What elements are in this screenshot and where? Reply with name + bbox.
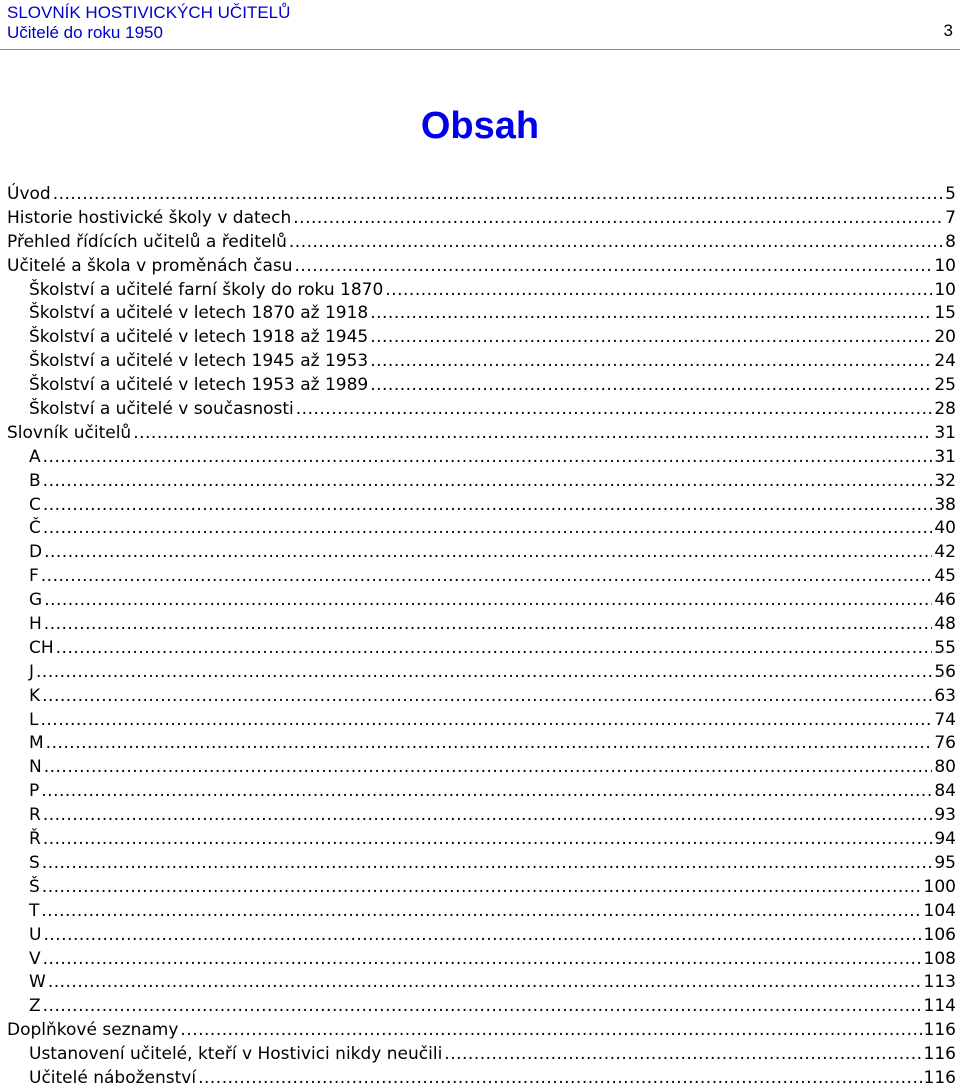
toc-entry-page: 55: [934, 637, 956, 658]
toc-dot-leader: [46, 732, 933, 756]
toc-entry-page: 74: [934, 709, 956, 730]
toc-entry-page: 84: [934, 781, 956, 802]
toc-entry-title: Slovník učitelů: [7, 422, 132, 443]
toc-entry-title: H: [29, 614, 42, 635]
toc-entry-title: Školství a učitelé v letech 1870 až 1918: [29, 303, 369, 324]
toc-entry-page: 106: [923, 924, 956, 945]
toc-dot-leader: [370, 326, 932, 350]
toc-entry[interactable]: [0, 207, 960, 231]
toc-entry-title: CH: [29, 637, 54, 658]
document-title: SLOVNÍK HOSTIVICKÝCH UČITELŮ: [7, 3, 291, 22]
toc-entry[interactable]: [0, 756, 960, 780]
toc-dot-leader: [370, 302, 932, 326]
toc-entry[interactable]: [0, 422, 960, 446]
header-divider: [0, 49, 960, 50]
toc-entry[interactable]: [0, 995, 960, 1019]
toc-entry[interactable]: [0, 541, 960, 565]
toc-entry-page: 104: [923, 900, 956, 921]
toc-entry[interactable]: [0, 685, 960, 709]
toc-entry-title: Historie hostivické školy v datech: [7, 207, 292, 228]
toc-entry-page: 113: [923, 972, 956, 993]
toc-entry[interactable]: [0, 1067, 960, 1091]
toc-entry-title: D: [29, 542, 43, 563]
toc-entry-page: 28: [934, 399, 956, 420]
toc-dot-leader: [43, 924, 921, 948]
toc-entry-title: R: [29, 805, 41, 826]
toc-entry[interactable]: [0, 828, 960, 852]
toc-dot-leader: [43, 494, 932, 518]
toc-entry-title: Č: [29, 518, 41, 539]
toc-dot-leader: [41, 565, 933, 589]
toc-entry-title: Z: [29, 996, 41, 1017]
toc-entry-page: 45: [934, 566, 956, 587]
toc-entry[interactable]: [0, 900, 960, 924]
toc-dot-leader: [42, 685, 932, 709]
toc-dot-leader: [198, 1067, 921, 1091]
toc-entry[interactable]: [0, 326, 960, 350]
toc-entry-page: 116: [923, 1044, 956, 1065]
toc-dot-leader: [43, 948, 922, 972]
toc-entry-title: Přehled řídících učitelů a ředitelů: [7, 231, 287, 252]
toc-entry[interactable]: [0, 279, 960, 303]
toc-dot-leader: [36, 661, 932, 685]
toc-dot-leader: [43, 804, 933, 828]
toc-entry-page: 94: [934, 829, 956, 850]
toc-entry-title: Školství a učitelé v současnosti: [29, 399, 294, 420]
toc-entry[interactable]: [0, 565, 960, 589]
toc-entry-page: 5: [945, 184, 956, 204]
toc-entry[interactable]: [0, 924, 960, 948]
page-header: [0, 0, 960, 50]
toc-entry-title: B: [29, 470, 41, 491]
toc-entry-page: 40: [934, 518, 956, 539]
toc-entry-page: 100: [923, 876, 956, 897]
toc-entry-title: Učitelé a škola v proměnách času: [7, 255, 293, 276]
toc-entry-page: 10: [934, 279, 956, 300]
toc-entry[interactable]: [0, 374, 960, 398]
toc-entry-page: 32: [934, 470, 956, 491]
toc-entry-page: 10: [934, 255, 956, 276]
toc-entry-page: 7: [945, 207, 956, 228]
toc-entry-page: 93: [934, 805, 956, 826]
toc-dot-leader: [42, 852, 933, 876]
toc-entry-page: 38: [934, 494, 956, 515]
toc-dot-leader: [44, 589, 932, 613]
toc-entry[interactable]: [0, 1019, 960, 1043]
toc-entry[interactable]: [0, 517, 960, 541]
toc-entry-title: Školství a učitelé v letech 1953 až 1989: [29, 375, 369, 396]
toc-entry-title: A: [29, 446, 41, 467]
toc-entry-page: 31: [934, 422, 956, 443]
toc-dot-leader: [43, 470, 933, 494]
toc-entry-title: F: [29, 566, 39, 587]
toc-dot-leader: [444, 1043, 921, 1067]
toc-dot-leader: [43, 828, 933, 852]
toc-entry[interactable]: [0, 637, 960, 661]
toc-entry-title: Doplňkové seznamy: [7, 1020, 179, 1041]
toc-dot-leader: [43, 517, 932, 541]
toc-entry-page: 114: [923, 996, 956, 1017]
toc-entry-page: 76: [934, 733, 956, 754]
toc-dot-leader: [370, 350, 932, 374]
toc-dot-leader: [40, 709, 932, 733]
table-of-contents: [0, 183, 960, 1091]
toc-entry-title: T: [29, 900, 40, 921]
toc-entry-page: 48: [934, 614, 956, 635]
toc-dot-leader: [296, 398, 933, 422]
toc-entry[interactable]: [0, 971, 960, 995]
toc-dot-leader: [41, 900, 921, 924]
toc-entry[interactable]: [0, 613, 960, 637]
toc-entry-title: Školství a učitelé farní školy do roku 1870: [29, 279, 384, 300]
toc-entry-title: C: [29, 494, 41, 515]
toc-entry-title: Ustanovení učitelé, kteří v Hostivici nikdy neučili: [29, 1044, 443, 1065]
toc-entry[interactable]: [0, 852, 960, 876]
toc-entry-page: 42: [934, 542, 956, 563]
toc-dot-leader: [133, 422, 932, 446]
toc-entry[interactable]: [0, 732, 960, 756]
toc-entry[interactable]: [0, 398, 960, 422]
toc-entry-title: S: [29, 852, 40, 873]
toc-entry-title: K: [29, 685, 41, 706]
toc-entry-page: 31: [934, 446, 956, 467]
toc-entry-page: 56: [934, 661, 956, 682]
toc-entry[interactable]: [0, 470, 960, 494]
toc-entry-page: 25: [934, 375, 956, 396]
toc-entry-page: 80: [934, 757, 956, 778]
toc-entry[interactable]: [0, 183, 960, 207]
toc-entry[interactable]: [0, 231, 960, 255]
toc-dot-leader: [44, 756, 933, 780]
toc-entry-title: M: [29, 733, 44, 754]
toc-dot-leader: [56, 637, 933, 661]
toc-dot-leader: [180, 1019, 921, 1043]
toc-entry-page: 95: [934, 852, 956, 873]
document-subtitle: Učitelé do roku 1950: [7, 23, 163, 42]
toc-entry-title: Učitelé náboženství: [29, 1067, 197, 1088]
toc-entry-title: L: [29, 709, 39, 730]
toc-dot-leader: [289, 231, 943, 255]
toc-entry[interactable]: [0, 350, 960, 374]
toc-entry-page: 63: [934, 685, 956, 706]
toc-entry[interactable]: [0, 661, 960, 685]
toc-dot-leader: [370, 374, 932, 398]
toc-dot-leader: [53, 183, 943, 207]
toc-dot-leader: [385, 279, 932, 303]
toc-entry[interactable]: [0, 494, 960, 518]
toc-entry-page: 15: [934, 303, 956, 324]
toc-entry-page: 108: [923, 948, 956, 969]
toc-entry-title: N: [29, 757, 42, 778]
toc-entry-title: P: [29, 781, 40, 802]
toc-entry-page: 46: [934, 590, 956, 611]
toc-entry[interactable]: [0, 709, 960, 733]
toc-entry-title: J: [29, 661, 35, 682]
toc-entry[interactable]: [0, 589, 960, 613]
toc-entry-title: V: [29, 948, 41, 969]
toc-entry[interactable]: [0, 876, 960, 900]
toc-dot-leader: [43, 995, 922, 1019]
toc-dot-leader: [48, 971, 922, 995]
toc-entry-title: U: [29, 924, 42, 945]
toc-entry[interactable]: [0, 446, 960, 470]
toc-entry-title: W: [29, 972, 46, 993]
toc-entry[interactable]: [0, 1043, 960, 1067]
toc-entry-title: Ř: [29, 829, 41, 850]
toc-entry[interactable]: [0, 302, 960, 326]
toc-entry-title: G: [29, 590, 43, 611]
toc-entry[interactable]: [0, 255, 960, 279]
toc-entry[interactable]: [0, 804, 960, 828]
toc-dot-leader: [41, 780, 932, 804]
toc-dot-leader: [295, 255, 933, 279]
toc-entry-page: 8: [945, 231, 956, 252]
toc-dot-leader: [44, 541, 932, 565]
toc-entry[interactable]: [0, 780, 960, 804]
toc-entry[interactable]: [0, 948, 960, 972]
toc-entry-page: 24: [934, 351, 956, 372]
page-title: Obsah: [420, 105, 540, 147]
toc-entry-page: 20: [934, 327, 956, 348]
toc-dot-leader: [43, 446, 933, 470]
toc-entry-title: Š: [29, 876, 40, 897]
toc-entry-title: Školství a učitelé v letech 1918 až 1945: [29, 327, 369, 348]
toc-entry-page: 116: [923, 1067, 956, 1088]
toc-entry-page: 116: [923, 1020, 956, 1041]
toc-dot-leader: [293, 207, 943, 231]
toc-entry-title: Úvod: [7, 184, 51, 204]
page-number: 3: [943, 21, 953, 40]
toc-entry-title: Školství a učitelé v letech 1945 až 1953: [29, 351, 369, 372]
toc-dot-leader: [42, 876, 922, 900]
toc-dot-leader: [44, 613, 933, 637]
